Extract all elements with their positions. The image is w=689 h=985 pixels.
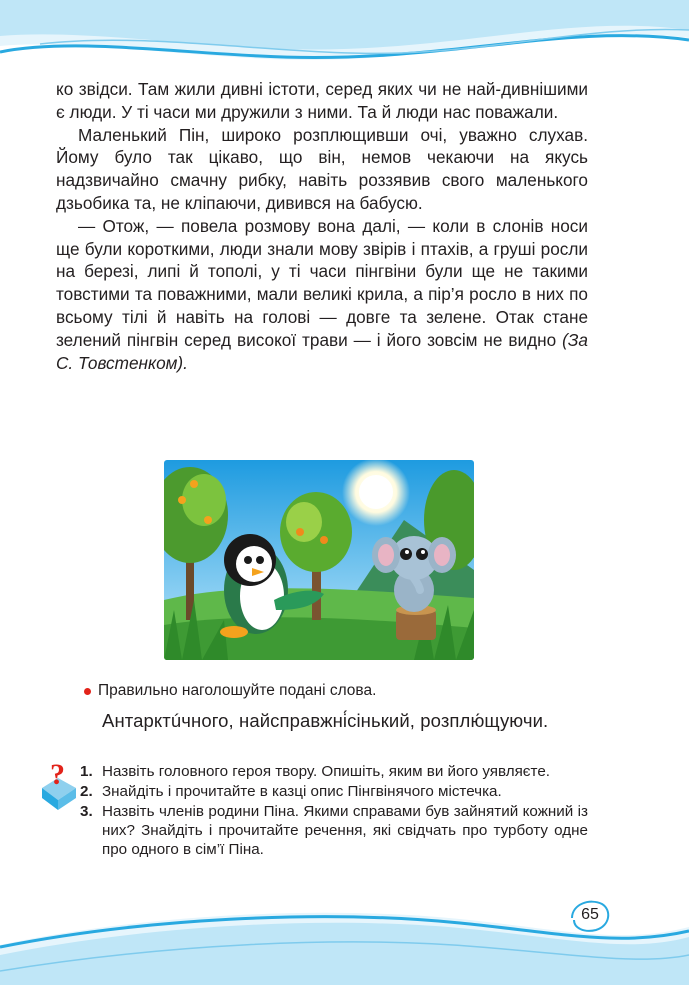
- question-mark-icon: [36, 758, 80, 818]
- story-paragraph: ко звідси. Там жили дивні істоти, серед яких чи не най-дивнішими є люди. У ті часи ми дружили з ними. Та й люди нас поважали.: [56, 79, 588, 122]
- question-text: Знайдіть і прочитайте в казці опис Пінгвінячого містечка.: [102, 783, 502, 800]
- task-instruction-text: Правильно наголошуйте подані слова.: [98, 682, 377, 699]
- page-number: 65: [581, 906, 599, 923]
- question-number: 3.: [80, 803, 93, 820]
- question-item: [80, 782, 588, 801]
- question-item: [80, 802, 588, 859]
- svg-text:?: ?: [50, 758, 65, 791]
- question-item: [80, 762, 588, 781]
- question-text: Назвіть членів родини Піна. Якими справами був зайнятий кожний із них? Знайдіть і прочитайте речення, які свідчать про турботу одне про одного в сім’ї Піна.: [102, 803, 588, 858]
- story-paragraph: [56, 215, 588, 375]
- story-paragraph: Маленький Пін, широко розплющивши очі, уважно слухав. Йому було так цікаво, що він, немов чекаючи на якусь надзвичайно смачну рибку, навіть роззявив свого маленького дзьобика та, не кліпаючи, дивився на бабусю.: [56, 124, 588, 213]
- top-wave-decoration: [0, 0, 689, 80]
- story-paragraph-text: — Отож, — повела розмову вона далі, — коли в слонів носи ще були короткими, люди знали мову звірів і птахів, а груші росли на березі, липі й тополі, у ті часи пінгвіни були ще не такими товстими та поважними, мали великі крила, а пір’я росло в них по всьому тілі й навіть на голові — довге та зелене. Отак стане зелений пінгвін серед високої трави — і його зовсім не видно: [56, 215, 588, 350]
- question-list: [80, 762, 588, 860]
- task-instruction: [84, 682, 376, 700]
- story-illustration: [164, 460, 474, 660]
- story-source: (За С. Товстенком).: [56, 329, 588, 373]
- question-number: 2.: [80, 783, 93, 800]
- question-number: 1.: [80, 763, 93, 780]
- stress-words: Антарктúчного, найсправжні́сінький, розплю́щуючи.: [102, 710, 549, 731]
- question-text: Назвіть головного героя твору. Опишіть, яким ви його уявляєте.: [102, 763, 551, 780]
- story-text: [56, 78, 588, 374]
